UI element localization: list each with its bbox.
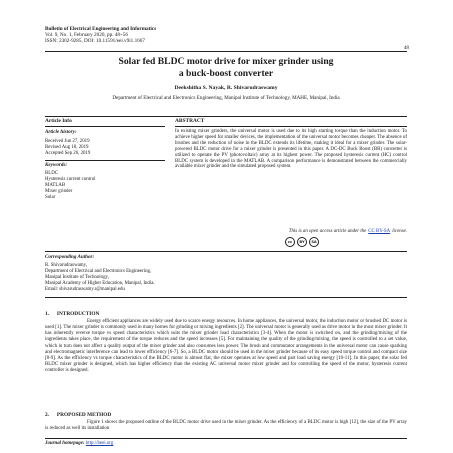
corresponding-dept: Department of Electrical and Electronics Engineering, — [45, 269, 152, 275]
footer-rule — [45, 438, 407, 439]
corresponding-heading: Corresponding Author: — [45, 254, 95, 260]
keywords-label: Keywords: — [45, 162, 68, 168]
keyword-item: Hysteresis current control — [45, 177, 96, 183]
date-revised: Revised Aug 18, 2019 — [45, 145, 89, 151]
header-rule — [45, 51, 407, 52]
keyword-item: MATLAB — [45, 183, 66, 189]
paper-authors: Deekshitha S. Nayak, R. Shivarudraswamy — [174, 85, 278, 91]
cc-icon: cc — [285, 237, 295, 247]
journal-volume: Vol. 9, No. 1, February 2020, pp. 48~56 — [45, 32, 128, 39]
footer-url[interactable]: http://beei.org — [85, 441, 114, 446]
info-left-rule — [45, 126, 165, 127]
abstract-text: In existing mixer grinders, the universal motor is used due to its high starting torque than the induction motor. To achieve higher speed for smaller devices, the implementation of the universal motor becomes cheaper. The absence of brushes and the reduction of noise in the BLDC extends its lifetime, making it ideal for a mixer grinder. The solar-powered BLDC motor drive for a mixer grinder is presented in this paper. A DC-DC Buck Boost (BB) converter is utilized to operate the PV (photovoltaic) array at its highest power. The proposed hysteresis current (HC) control BLDC system is developed in the MATLAB. A comparison performance is demonstrated between the commercially available mixer grinder and the simulated proposed system. — [175, 129, 407, 170]
date-received: Received Jun 27, 2019 — [45, 139, 90, 144]
article-info-heading: Article Info — [45, 118, 72, 124]
title-line-2: a buck-boost converter — [178, 67, 274, 79]
paper-affiliation: Department of Electrical and Electronics Engineering, Manipal Institute of Technology, MAHE, Manipal, India — [112, 95, 340, 101]
page-footer — [45, 441, 113, 446]
by-icon: BY — [297, 237, 307, 247]
license-prefix: This is an open access article under the — [288, 229, 367, 234]
corresponding-name: R. Shivarudraswamy, — [45, 263, 87, 268]
page-number: 48 — [403, 45, 409, 51]
corresponding-author — [45, 254, 345, 293]
cc-badge[interactable] — [285, 237, 319, 247]
footer-label: Journal homepage: — [45, 441, 85, 446]
article-history — [45, 129, 165, 157]
date-accepted: Accepted Sep 26, 2019 — [45, 151, 91, 157]
license-line — [175, 229, 407, 235]
corresponding-inst: Manipal Institute of Technology, — [45, 275, 109, 281]
corresponding-email[interactable]: Email: shivarudraswamy.r@manipal.edu — [45, 287, 125, 293]
info-top-rule — [45, 116, 407, 117]
sa-icon: SA — [309, 237, 319, 247]
license-link[interactable]: CC BY-SA — [368, 229, 391, 234]
keyword-item: BLDC — [45, 171, 59, 176]
keyword-item: Solar — [45, 195, 56, 201]
history-label: Article history: — [45, 129, 77, 135]
corresponding-top-rule — [45, 251, 407, 252]
keyword-item: Mixer grinder — [45, 189, 73, 195]
method-text: Figure 1 shows the proposed outline of the BLDC motor drive used in the mixer grinder. As the efficiency of a BLDC motor is high [12], the size of the PV array is reduced as well its installation — [45, 420, 407, 432]
intro-text: Energy efficient appliances are widely used due to scarce energy resources. In home appliances, the universal motor, the induction motor or brushed DC motor is used [1]. The mixer grinder is commonly used in many homes for grinding or mixing ingredients [2]. The universal motor is generally used as drive motor in the most mixer grinder. It has inherently reverse torque vs speed characteristics which suits the mixer grinder load characteristics [3-4]. When the motor is switched on, and the grinding/mixing of the ingredients takes place, the requirement of the torque reduces and the speed increases [5]. For maintaining the quality of the grinding/mixing, the speed is controlled to a set value, which in turn does not affect a quality output of the mixer grinder and also consumes less power. The brush and commutator arrangements in the universal motor can cause sparking and electromagnetic interference can lead to lower efficiency [6-7]. So, a BLDC motor should be used in the mixer grinder because of its easy speed torque control and compact size [8-9]. As the efficiency vs torque characteristics of the BLDC motor is almost flat, the mixer operates at low speed and part load saving energy [10-11]. In this paper, the solar fed BLDC mixer grinder is designed, which has higher efficiency than the existing AC universal motor mixer grinder and for controlling the speed of the motor, hysteresis current controller is designed. — [45, 319, 407, 374]
paper-title — [45, 56, 407, 79]
journal-name: Bulletin of Electrical Engineering and Informatics — [45, 26, 157, 32]
abstract-heading: ABSTRACT — [175, 118, 205, 124]
method-heading: 2. PROPOSED METHOD — [45, 412, 112, 418]
journal-header — [45, 26, 156, 45]
abstract-rule — [175, 126, 407, 127]
intro-heading: 1. INTRODUCTION — [45, 311, 100, 317]
corresponding-acad: Manipal Academy of Higher Education, Manipal, India. — [45, 281, 155, 287]
license-suffix: license. — [392, 229, 407, 234]
title-line-1: Solar fed BLDC motor drive for mixer grinder using — [118, 56, 334, 67]
keywords-rule — [45, 160, 165, 161]
corresponding-bottom-rule — [45, 297, 407, 298]
journal-issn: ISSN: 2302-9285, DOI: 10.11591/eei.v9i1.1667 — [45, 38, 145, 45]
keywords-block — [45, 162, 165, 201]
